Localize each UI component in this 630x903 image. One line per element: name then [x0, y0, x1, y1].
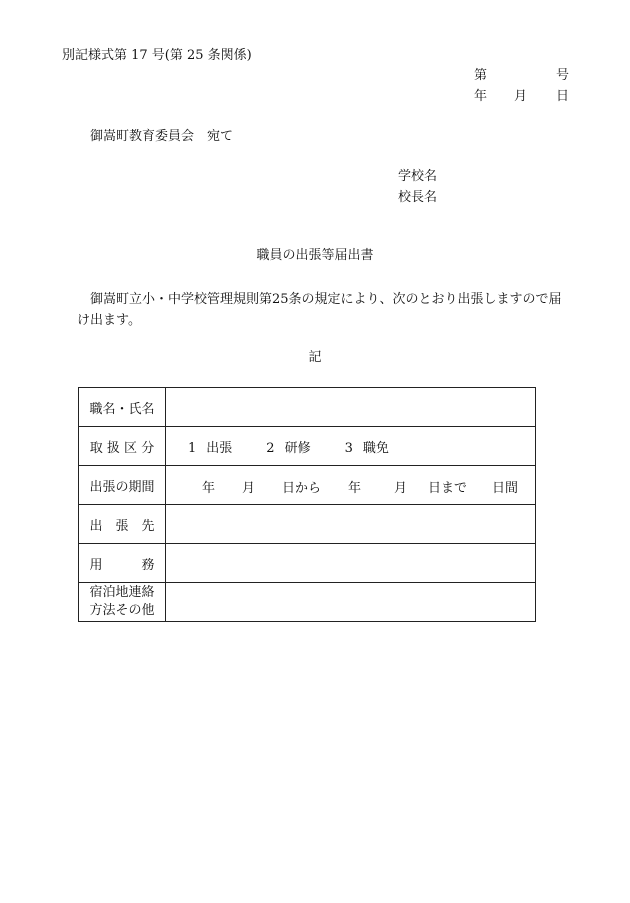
- number-prefix: 第: [474, 68, 488, 83]
- category-options-cell: [166, 427, 536, 466]
- details-table: [78, 387, 536, 622]
- table-row-destination: [79, 505, 536, 544]
- document-date: [474, 89, 569, 105]
- option-text: 職免: [362, 440, 389, 456]
- period-year-2: 年: [348, 481, 362, 496]
- name-value-cell[interactable]: [166, 388, 536, 427]
- period-value-cell[interactable]: [166, 466, 536, 505]
- business-value-cell[interactable]: [166, 544, 536, 583]
- principal-name-label: 校長名: [398, 190, 438, 205]
- option-text: 研修: [284, 440, 311, 456]
- option-training[interactable]: [266, 437, 310, 456]
- table-row-business: [79, 544, 536, 583]
- period-label: 出張の期間: [79, 466, 166, 505]
- lodging-label-line-2: 方法その他: [89, 603, 155, 618]
- period-until: 日まで: [428, 481, 468, 496]
- period-year-1: 年: [202, 481, 216, 496]
- form-number-label: 別記様式第 17 号(第 25 条関係): [62, 48, 252, 63]
- table-row-lodging: [79, 583, 536, 622]
- table-row-name: [79, 388, 536, 427]
- addressee: 御嵩町教育委員会 宛て: [90, 129, 234, 144]
- date-month: 月: [514, 89, 528, 104]
- destination-label: 出 張 先: [79, 505, 166, 544]
- table-row-period: [79, 466, 536, 505]
- option-number: 2: [266, 440, 275, 456]
- date-day: 日: [555, 89, 569, 104]
- document-title: 職員の出張等届出書: [256, 248, 374, 263]
- period-month-2: 月: [394, 481, 408, 496]
- lodging-label: [79, 583, 166, 622]
- category-label: 取 扱 区 分: [79, 427, 166, 466]
- option-number: 3: [344, 440, 353, 456]
- business-label: 用 務: [79, 544, 166, 583]
- period-days: 日間: [492, 481, 519, 496]
- lodging-value-cell[interactable]: [166, 583, 536, 622]
- option-business-trip[interactable]: [188, 437, 232, 456]
- document-number: [474, 68, 569, 84]
- destination-value-cell[interactable]: [166, 505, 536, 544]
- date-year: 年: [474, 89, 488, 104]
- ki-heading: 記: [308, 350, 322, 365]
- table-row-category: [79, 427, 536, 466]
- school-name-label: 学校名: [398, 169, 438, 184]
- period-from: 日から: [282, 481, 322, 496]
- body-text: 御嵩町立小・中学校管理規則第25条の規定により、次のとおり出張しますので届け出ます。: [77, 292, 562, 328]
- name-label: 職名・氏名: [79, 388, 166, 427]
- period-fields: [174, 477, 527, 496]
- lodging-label-line-1: 宿泊地連絡: [89, 585, 155, 600]
- option-number: 1: [188, 440, 197, 456]
- option-exemption[interactable]: [345, 437, 389, 456]
- option-text: 出張: [206, 440, 233, 456]
- number-suffix: 号: [555, 68, 569, 83]
- period-month-1: 月: [242, 481, 256, 496]
